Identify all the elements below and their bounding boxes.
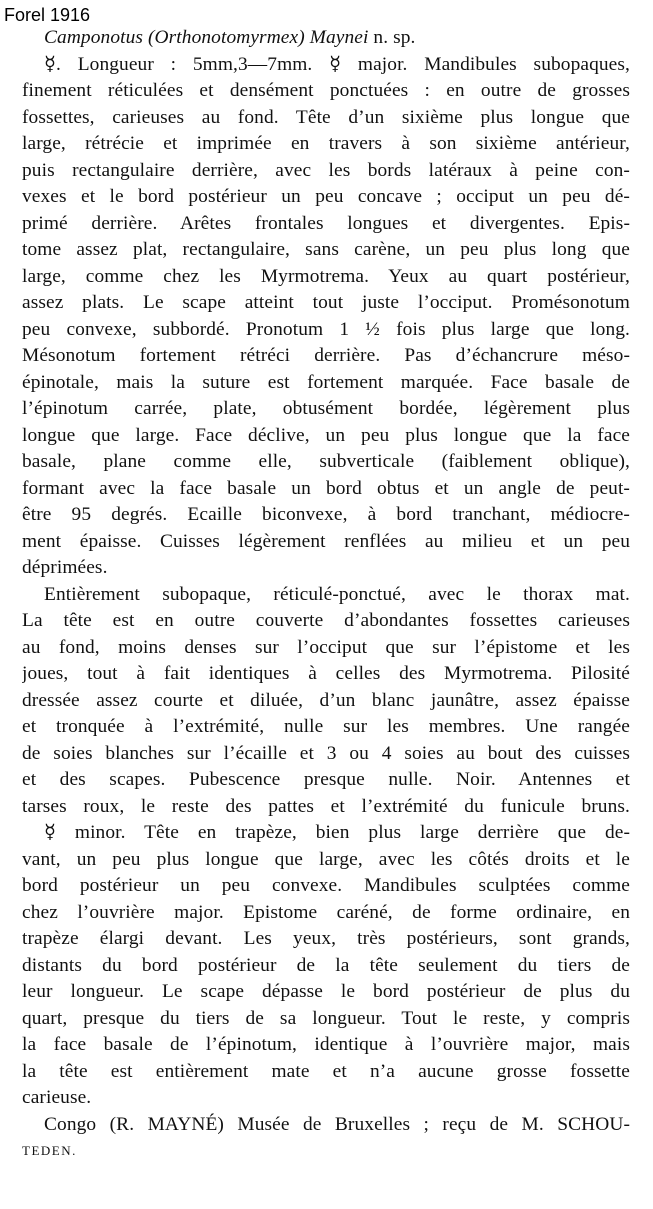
text-line: trapèze élargi devant. Les yeux, très postérieurs, sont grands,: [22, 928, 630, 949]
text-line: et tronquée à l’extrémité, nulle sur les membres. Une rangée: [22, 716, 630, 737]
paragraph-sculpture-pilosity: [22, 582, 630, 821]
text-line: Congo (R. MAYNÉ) Musée de Bruxelles ; reçu de M. SCHOU-: [44, 1113, 630, 1135]
genus-name: Camponotus (Orthonotomyrmex) Maynei: [44, 27, 369, 48]
text-line: de soies blanches sur l’écaille et 3 ou 4 soies au bout des cuisses: [22, 742, 630, 764]
text-line: longue que large. Face déclive, un peu plus longue que la face: [22, 424, 630, 446]
text-line: TEDEN.: [22, 1143, 77, 1158]
text-line: finement réticulées et densément ponctuées : en outre de grosses: [22, 80, 630, 101]
text-line: leur longueur. Le scape dépasse le bord postérieur de plus du: [22, 981, 630, 1002]
running-title: Forel 1916: [4, 5, 91, 25]
text-line: large, comme chez les Myrmotrema. Yeux au quart postérieur,: [22, 265, 630, 287]
paragraph-minor-description: [22, 820, 630, 1112]
text-line: primé derrière. Arêtes frontales longues et divergentes. Epis-: [22, 212, 630, 234]
title-suffix: n. sp.: [368, 27, 416, 48]
text-line: Mésonotum fortement rétréci derrière. Pas d’échancrure méso-: [22, 345, 630, 366]
text-line: au fond, moins denses sur l’occiput que sur l’épistome et les: [22, 636, 630, 658]
text-line: carieuse.: [22, 1087, 92, 1108]
text-line: ☿. Longueur : 5mm,3—7mm. ☿ major. Mandibules subopaques,: [44, 53, 630, 75]
text-line: fossettes, carieuses au fond. Tête d’un sixième plus longue que: [22, 106, 630, 128]
text-line: chez l’ouvrière major. Epistome caréné, de forme ordinaire, en: [22, 901, 630, 923]
text-line: assez plats. Le scape atteint tout juste l’occiput. Promésonotum: [22, 292, 630, 313]
text-line: ☿ minor. Tête en trapèze, bien plus large derrière que de-: [44, 822, 630, 843]
text-line: la tête est entièrement mate et n’a aucune grosse fossette: [22, 1060, 630, 1082]
text-line: épinotale, mais la suture est fortement marquée. Face basale de: [22, 371, 630, 393]
text-line: bord postérieur un peu convexe. Mandibules sculptées comme: [22, 875, 630, 896]
text-line: basale, plane comme elle, subverticale (faiblement oblique),: [22, 451, 630, 472]
text-line: tome assez plat, rectangulaire, sans carène, un peu plus long que: [22, 239, 630, 260]
text-line: quart, presque du tiers de sa longueur. Tout le reste, y compris: [22, 1007, 630, 1029]
text-line: Entièrement subopaque, réticulé-ponctué, avec le thorax mat.: [44, 583, 630, 605]
text-line: puis rectangulaire derrière, avec les bords latéraux à peine con-: [22, 159, 630, 181]
species-title: [22, 25, 630, 52]
text-line: et des scapes. Pubescence presque nulle. Noir. Antennes et: [22, 769, 630, 790]
text-line: être 95 degrés. Ecaille biconvexe, à bord tranchant, médiocre-: [22, 504, 630, 525]
paragraph-major-description: [22, 52, 630, 582]
text-line: formant avec la face basale un bord obtus et un angle de peut-: [22, 477, 630, 499]
text-line: la face basale de l’épinotum, identique à l’ouvrière major, mais: [22, 1034, 630, 1055]
text-line: vant, un peu plus longue que large, avec les côtés droits et le: [22, 848, 630, 870]
text-line: joues, tout à fait identiques à celles des Myrmotrema. Pilosité: [22, 663, 630, 684]
text-line: vexes et le bord postérieur un peu concave ; occiput un peu dé-: [22, 186, 630, 207]
text-line: La tête est en outre couverte d’abondantes fossettes carieuses: [22, 610, 630, 631]
text-line: distants du bord postérieur de la tête seulement du tiers de: [22, 954, 630, 976]
text-line: l’épinotum carrée, plate, obtusément bordée, légèrement plus: [22, 398, 630, 419]
article-body: [22, 25, 630, 1165]
text-line: tarses roux, le reste des pattes et l’extrémité du funicule bruns.: [22, 795, 630, 817]
text-line: peu convexe, subbordé. Pronotum 1 ½ fois plus large que long.: [22, 318, 630, 340]
paragraph-locality: [22, 1112, 630, 1165]
text-line: ment épaisse. Cuisses légèrement renflées au milieu et un peu: [22, 530, 630, 552]
text-line: déprimées.: [22, 557, 108, 578]
text-line: large, rétrécie et imprimée en travers à son sixième antérieur,: [22, 133, 630, 154]
text-line: dressée assez courte et diluée, d’un blanc jaunâtre, assez épaisse: [22, 689, 630, 711]
